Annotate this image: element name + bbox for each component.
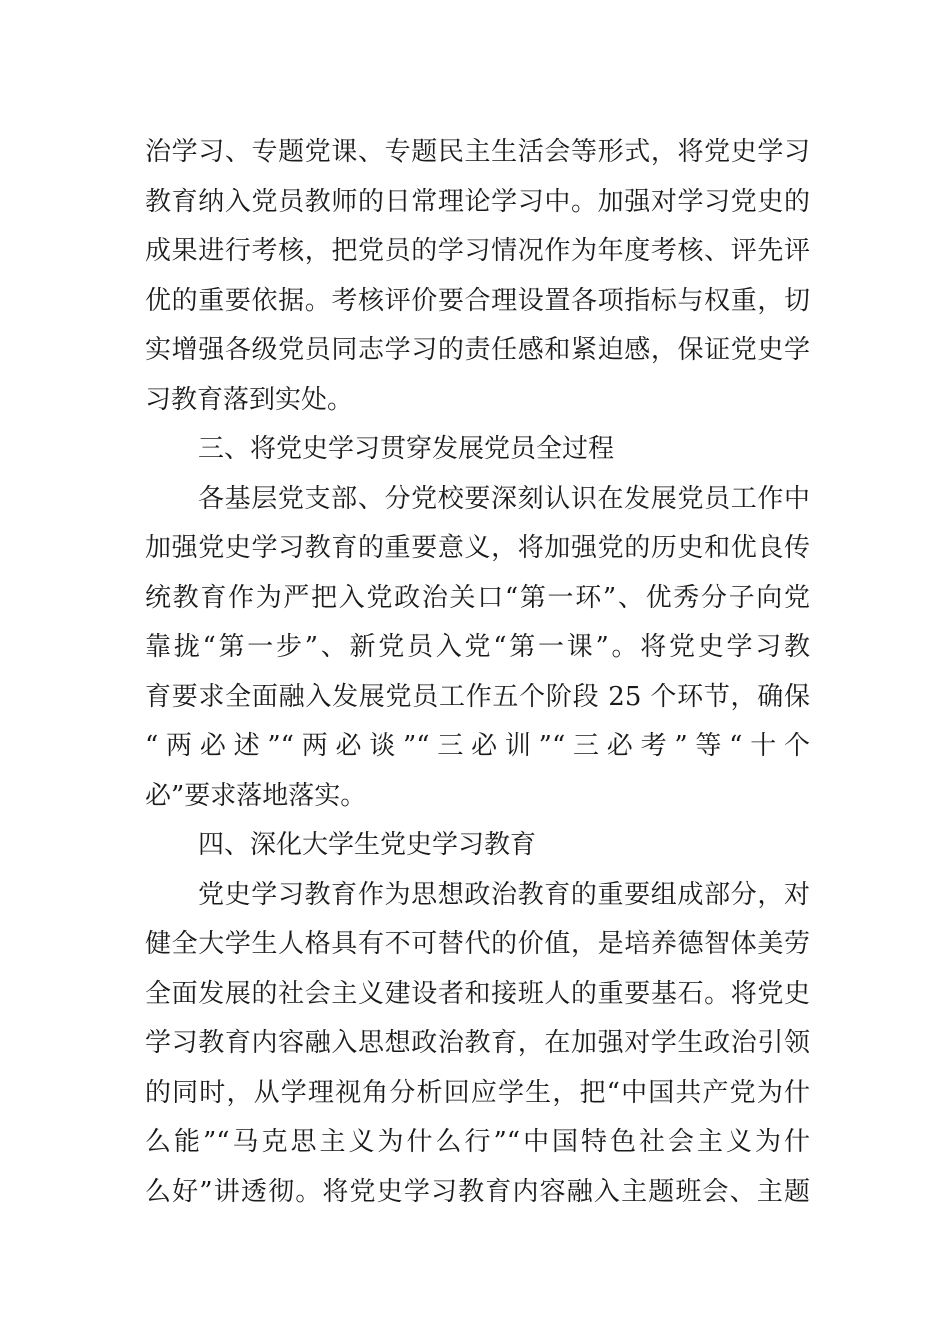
text-line: 必”要求落地落实。 bbox=[145, 780, 367, 811]
text-line: 靠拢“第一步”、新党员入党“第一课”。将党史学习教 bbox=[145, 632, 810, 662]
text-line: 优的重要依据。考核评价要合理设置各项指标与权重，切 bbox=[145, 285, 810, 316]
text-line: 党史学习教育作为思想政治教育的重要组成部分，对 bbox=[198, 879, 810, 910]
text-line: 育要求全面融入发展党员工作五个阶段 25 个环节，确保 bbox=[145, 681, 810, 712]
text-line: 健全大学生人格具有不可替代的价值，是培养德智体美劳 bbox=[145, 929, 810, 959]
text-line: 治学习、专题党课、专题民主生活会等形式，将党史学习 bbox=[145, 137, 810, 167]
text-line: 教育纳入党员教师的日常理论学习中。加强对学习党史的 bbox=[145, 186, 810, 217]
text-line: 的同时，从学理视角分析回应学生，把“中国共产党为什 bbox=[145, 1077, 810, 1108]
text-line: 习教育落到实处。 bbox=[145, 384, 354, 415]
text-line: 加强党史学习教育的重要意义，将加强党的历史和优良传 bbox=[145, 533, 810, 563]
text-line: 学习教育内容融入思想政治教育，在加强对学生政治引领 bbox=[145, 1028, 810, 1058]
text-line: 实增强各级党员同志学习的责任感和紧迫感，保证党史学 bbox=[145, 335, 810, 365]
text-line: 么能”“马克思主义为什么行”“中国特色社会主义为什 bbox=[145, 1127, 810, 1157]
text-line: 统教育作为严把入党政治关口“第一环”、优秀分子向党 bbox=[145, 582, 810, 613]
text-line: 各基层党支部、分党校要深刻认识在发展党员工作中 bbox=[198, 483, 810, 514]
document-body bbox=[145, 128, 810, 1217]
text-line: 么好”讲透彻。将党史学习教育内容融入主题班会、主题 bbox=[145, 1176, 810, 1207]
text-line: 成果进行考核，把党员的学习情况作为年度考核、评先评 bbox=[145, 236, 810, 266]
section-heading: 三、将党史学习贯穿发展党员全过程 bbox=[198, 434, 615, 464]
text-line: 全面发展的社会主义建设者和接班人的重要基石。将党史 bbox=[145, 978, 810, 1009]
text-line: “两必述”“两必谈”“三必训”“三必考”等“十个 bbox=[145, 731, 810, 761]
section-heading: 四、深化大学生党史学习教育 bbox=[198, 830, 537, 860]
